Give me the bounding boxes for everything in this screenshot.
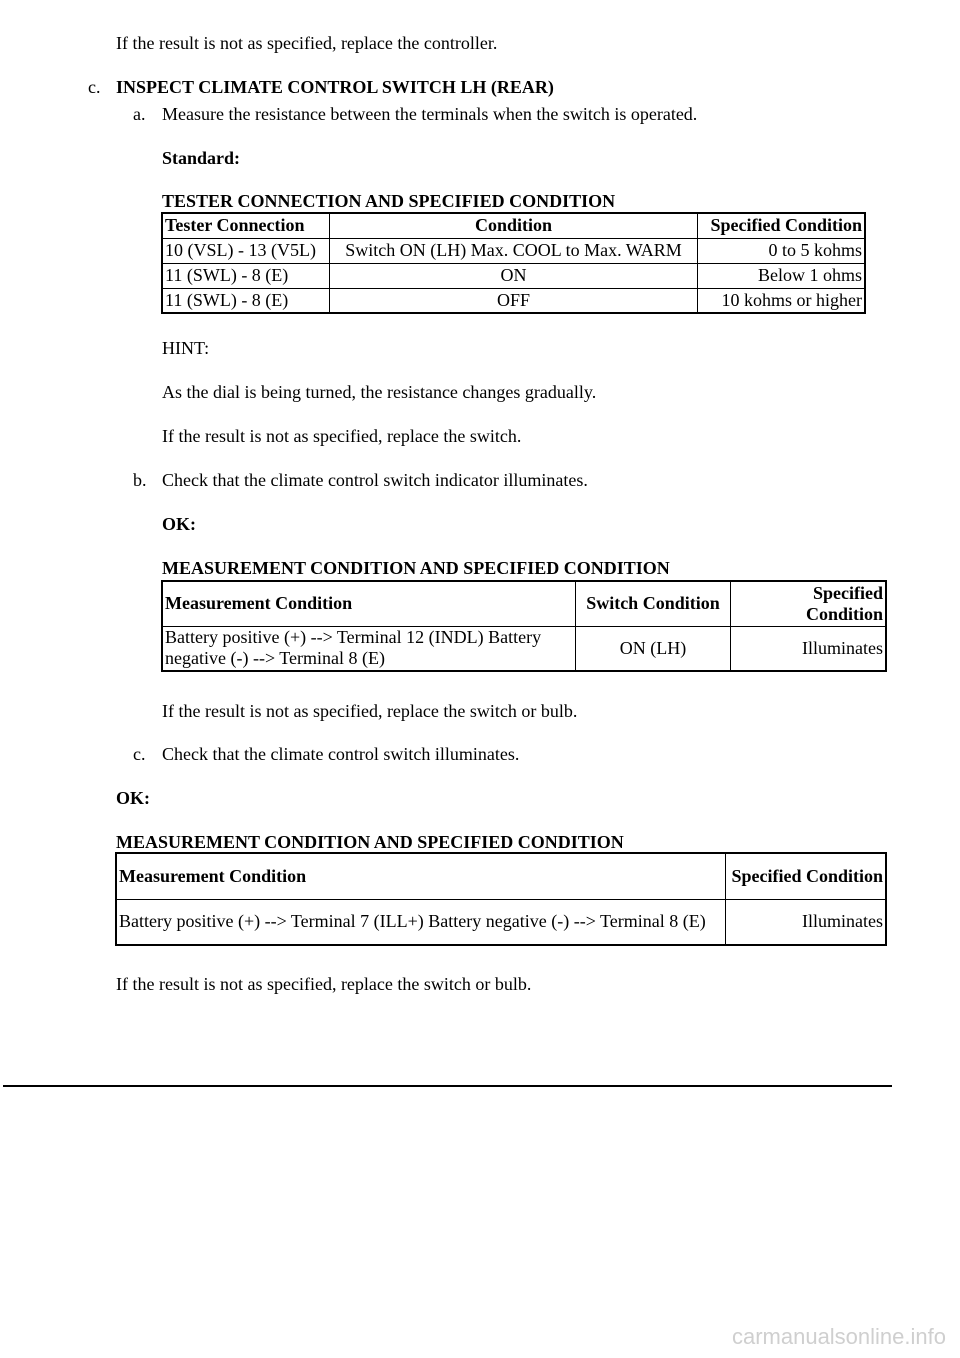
standard-label: Standard: <box>162 148 241 168</box>
table-row <box>162 626 886 671</box>
hint-text: As the dial is being turned, the resistance changes gradually. <box>162 382 597 402</box>
step-a-marker: a. <box>133 104 146 124</box>
table-row <box>162 238 865 263</box>
cell-specified-condition: 0 to 5 kohms <box>697 238 865 263</box>
cell-condition: ON <box>330 263 698 288</box>
tester-connection-table <box>161 212 866 314</box>
header-condition: Condition <box>330 213 698 238</box>
table-2-title: MEASUREMENT CONDITION AND SPECIFIED CONDITION <box>162 558 670 578</box>
cell-specified-condition: Illuminates <box>725 899 886 945</box>
table-1-title: TESTER CONNECTION AND SPECIFIED CONDITION <box>162 191 616 211</box>
table-3-title: MEASUREMENT CONDITION AND SPECIFIED CONDITION <box>116 832 624 852</box>
cell-condition: OFF <box>330 288 698 313</box>
header-specified-condition: Specified Condition <box>730 581 886 626</box>
ok-label-b: OK: <box>162 514 196 534</box>
header-measurement-condition: Measurement Condition <box>162 581 576 626</box>
table-row <box>162 263 865 288</box>
step-b-result: If the result is not as specified, replace the switch or bulb. <box>162 701 578 721</box>
hint-label: HINT: <box>162 338 210 358</box>
table-row <box>116 899 886 945</box>
cell-tester-connection: 10 (VSL) - 13 (V5L) <box>162 238 330 263</box>
step-a-text: Measure the resistance between the terminals when the switch is operated. <box>162 104 698 124</box>
header-measurement-condition: Measurement Condition <box>116 853 725 899</box>
header-specified-condition: Specified Condition <box>725 853 886 899</box>
measurement-condition-table-c <box>115 852 887 946</box>
table-header-row <box>116 853 886 899</box>
step-b-text: Check that the climate control switch indicator illuminates. <box>162 470 588 490</box>
intro-line: If the result is not as specified, replace the controller. <box>116 33 498 53</box>
cell-condition: Switch ON (LH) Max. COOL to Max. WARM <box>330 238 698 263</box>
cell-measurement-condition: Battery positive (+) --> Terminal 7 (ILL+) Battery negative (-) --> Terminal 8 (E) <box>116 899 725 945</box>
cell-tester-connection: 11 (SWL) - 8 (E) <box>162 288 330 313</box>
cell-switch-condition: ON (LH) <box>576 626 731 671</box>
table-header-row <box>162 581 886 626</box>
cell-measurement-condition: Battery positive (+) --> Terminal 12 (INDL) Battery negative (-) --> Terminal 8 (E) <box>162 626 576 671</box>
watermark: carmanualsonline.info <box>731 1324 946 1349</box>
section-title: INSPECT CLIMATE CONTROL SWITCH LH (REAR) <box>116 77 554 97</box>
cell-tester-connection: 11 (SWL) - 8 (E) <box>162 263 330 288</box>
cell-specified-condition: Below 1 ohms <box>697 263 865 288</box>
header-switch-condition: Switch Condition <box>576 581 731 626</box>
header-specified-condition: Specified Condition <box>697 213 865 238</box>
measurement-condition-table-b <box>161 580 887 672</box>
header-tester-connection: Tester Connection <box>162 213 330 238</box>
page-divider <box>3 1085 892 1087</box>
step-c-result: If the result is not as specified, replace the switch or bulb. <box>116 974 532 994</box>
step-a-result: If the result is not as specified, replace the switch. <box>162 426 522 446</box>
table-row <box>162 288 865 313</box>
step-c-text: Check that the climate control switch illuminates. <box>162 744 520 764</box>
ok-label-c: OK: <box>116 788 150 808</box>
table-header-row <box>162 213 865 238</box>
cell-specified-condition: Illuminates <box>730 626 886 671</box>
cell-specified-condition: 10 kohms or higher <box>697 288 865 313</box>
step-b-marker: b. <box>133 470 147 490</box>
step-c-marker: c. <box>133 744 146 764</box>
section-marker: c. <box>88 77 101 97</box>
